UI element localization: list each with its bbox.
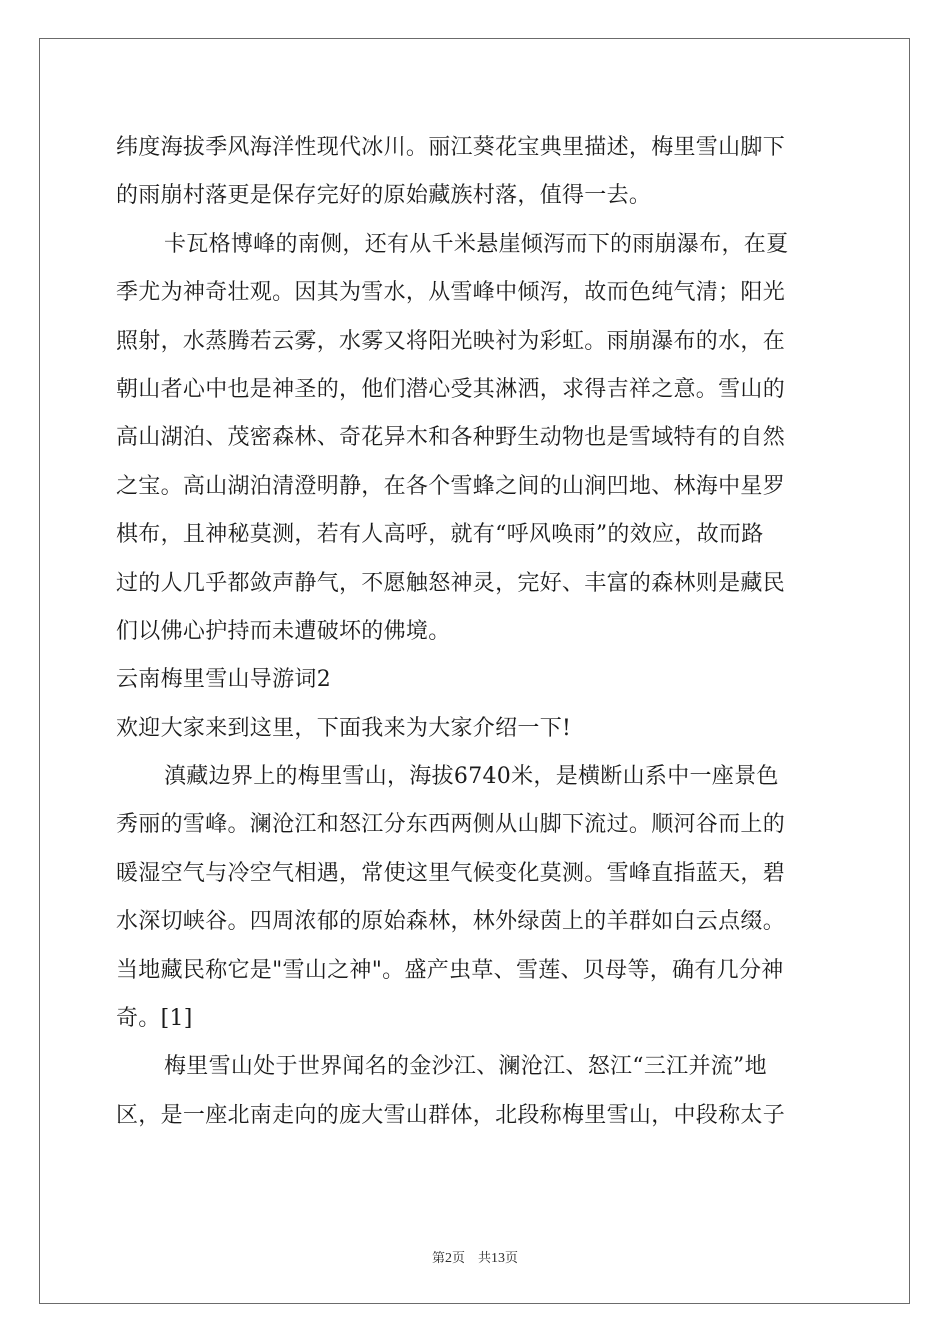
text-line: 高山湖泊、茂密森林、奇花异木和各种野生动物也是雪域特有的自然 <box>116 425 786 451</box>
text-line: 们以佛心护持而未遭破坏的佛境。 <box>116 618 451 644</box>
footer-page-number: 2 <box>444 1251 452 1266</box>
text-line: 照射，水蒸腾若云雾，水雾又将阳光映衬为彩虹。雨崩瀑布的水，在 <box>116 328 786 354</box>
text-line: 季尤为神奇壮观。因其为雪水，从雪峰中倾泻，故而色纯气清；阳光 <box>116 280 786 306</box>
text-line: 秀丽的雪峰。澜沧江和怒江分东西两侧从山脚下流过。顺河谷而上的 <box>116 812 786 838</box>
footer-total-pages: 13 <box>491 1251 505 1266</box>
text-line: 朝山者心中也是神圣的，他们潜心受其淋洒，求得吉祥之意。雪山的 <box>116 376 786 402</box>
text-line: 纬度海拔季风海洋性现代冰川。丽江葵花宝典里描述，梅里雪山脚下 <box>116 135 786 160</box>
paragraph-start: 卡瓦格博峰的南侧，还有从千米悬崖倾泻而下的雨崩瀑布，在夏 <box>164 231 789 257</box>
document-body <box>116 124 832 1140</box>
footer-middle: 页 共 <box>451 1251 491 1266</box>
paragraph-start: 滇藏边界上的梅里雪山，海拔6740米，是横断山系中一座景色 <box>164 764 779 790</box>
paragraph-start: 梅里雪山处于世界闻名的金沙江、澜沧江、怒江“三江并流”地 <box>164 1054 767 1080</box>
page-footer <box>0 1247 950 1267</box>
footer-prefix: 第 <box>431 1251 445 1266</box>
text-line: 当地藏民称它是"雪山之神"。盛产虫草、雪莲、贝母等，确有几分神 <box>116 957 784 983</box>
text-line: 暖湿空气与冷空气相遇，常使这里气候变化莫测。雪峰直指蓝天，碧 <box>116 860 786 886</box>
text-line: 之宝。高山湖泊清澄明静，在各个雪蜂之间的山涧凹地、林海中星罗 <box>116 473 786 499</box>
text-line: 奇。[1] <box>116 1006 193 1032</box>
footer-suffix: 页 <box>505 1251 519 1266</box>
greeting-line: 欢迎大家来到这里，下面我来为大家介绍一下! <box>116 715 572 741</box>
text-line: 过的人几乎都敛声静气，不愿触怒神灵，完好、丰富的森林则是藏民 <box>116 570 786 596</box>
text-line: 水深切峡谷。四周浓郁的原始森林，林外绿茵上的羊群如白云点缀。 <box>116 909 786 935</box>
text-line: 的雨崩村落更是保存完好的原始藏族村落，值得一去。 <box>116 183 652 209</box>
text-line: 棋布，且神秘莫测，若有人高呼，就有“呼风唤雨”的效应，故而路 <box>116 522 764 548</box>
section-heading: 云南梅里雪山导游词2 <box>116 667 331 693</box>
text-line: 区，是一座北南走向的庞大雪山群体，北段称梅里雪山，中段称太子 <box>116 1102 786 1128</box>
